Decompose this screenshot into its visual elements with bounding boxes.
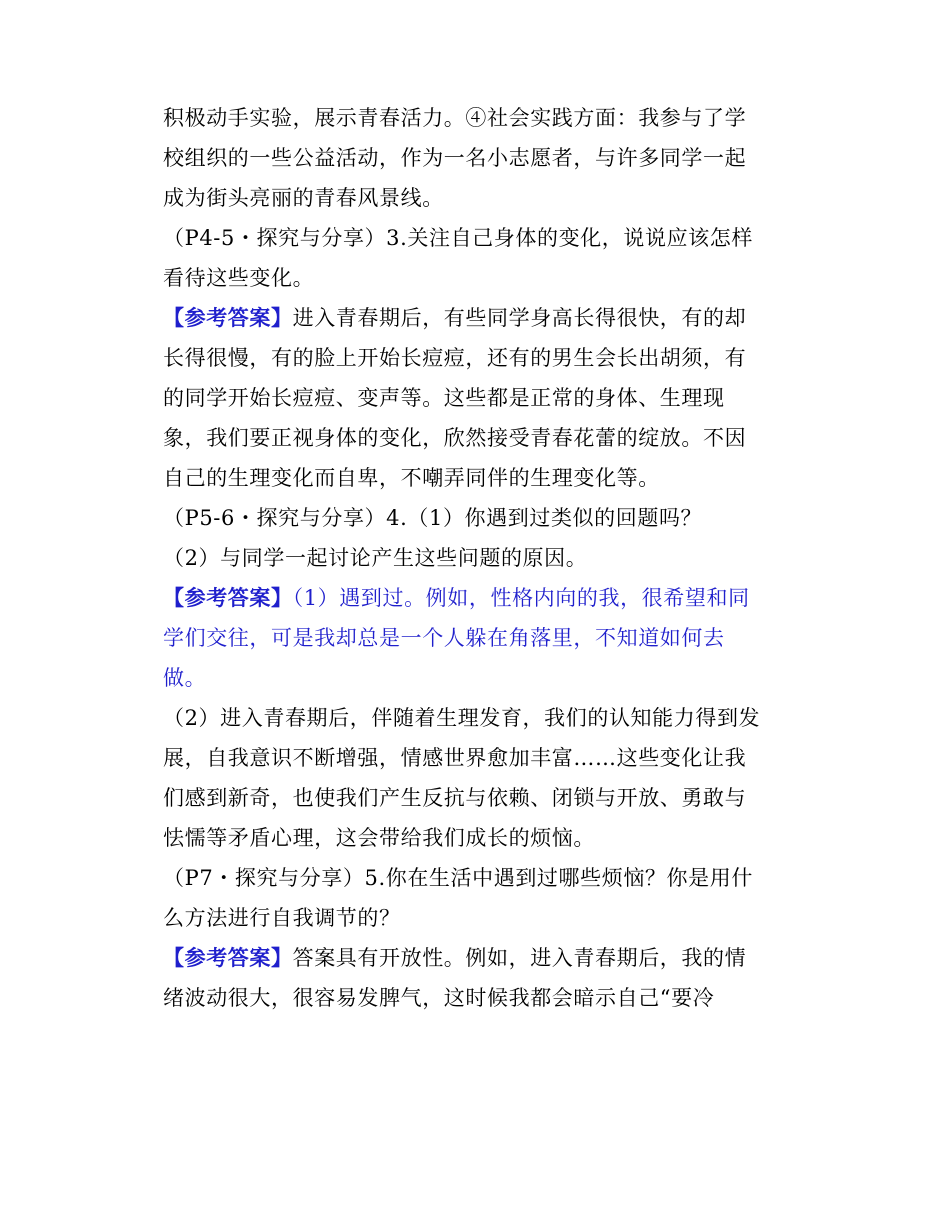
line-text: （2）进入青春期后，伴随着生理发育，我们的认知能力得到发	[163, 706, 761, 730]
text-line	[163, 218, 793, 258]
text-line	[163, 138, 793, 178]
line-text: 校组织的一些公益活动，作为一名小志愿者，与许多同学一起	[163, 146, 747, 170]
text-line	[163, 938, 793, 978]
line-text: （1）遇到过。例如，性格内向的我，很希望和同	[292, 586, 750, 610]
text-line	[163, 178, 793, 218]
text-line	[163, 818, 793, 858]
line-text: 展，自我意识不断增强，情感世界愈加丰富……这些变化让我	[163, 746, 747, 770]
text-line	[163, 858, 793, 898]
line-text: 成为街头亮丽的青春风景线。	[163, 186, 444, 210]
text-line	[163, 698, 793, 738]
line-text: （P4-5・探究与分享）3.关注自己身体的变化，说说应该怎样	[163, 226, 753, 250]
text-line	[163, 578, 793, 618]
line-text: 看待这些变化。	[163, 266, 315, 290]
text-line	[163, 738, 793, 778]
line-text: 怯懦等矛盾心理，这会带给我们成长的烦恼。	[163, 826, 595, 850]
line-text: 进入青春期后，有些同学身高长得很快，有的却	[292, 306, 747, 330]
text-line	[163, 98, 793, 138]
text-line	[163, 458, 793, 498]
line-text: （2）与同学一起讨论产生这些问题的原因。	[163, 546, 588, 570]
line-text: 绪波动很大，很容易发脾气，这时候我都会暗示自己“要冷	[163, 986, 715, 1010]
line-text: （P7・探究与分享）5.你在生活中遇到过哪些烦恼？你是用什	[163, 866, 753, 890]
text-line	[163, 538, 793, 578]
answer-label: 【参考答案】	[163, 305, 293, 330]
line-text: 象，我们要正视身体的变化，欣然接受青春花蕾的绽放。不因	[163, 426, 747, 450]
line-text: 积极动手实验，展示青春活力。④社会实践方面：我参与了学	[163, 106, 747, 130]
line-text: 长得很慢，有的脸上开始长痘痘，还有的男生会长出胡须，有	[163, 346, 747, 370]
text-line	[163, 418, 793, 458]
text-line	[163, 778, 793, 818]
text-line	[163, 378, 793, 418]
text-line	[163, 298, 793, 338]
line-text: 自己的生理变化而自卑，不嘲弄同伴的生理变化等。	[163, 466, 660, 490]
text-line	[163, 978, 793, 1018]
text-line	[163, 898, 793, 938]
answer-label: 【参考答案】	[163, 945, 293, 970]
line-text: 的同学开始长痘痘、变声等。这些都是正常的身体、生理现	[163, 386, 725, 410]
line-text: 答案具有开放性。例如，进入青春期后，我的情	[292, 946, 747, 970]
line-text: （P5-6・探究与分享）4.（1）你遇到过类似的回题吗？	[163, 506, 703, 530]
text-line	[163, 658, 793, 698]
answer-label: 【参考答案】	[163, 585, 293, 610]
line-text: 做。	[163, 666, 207, 690]
text-line	[163, 258, 793, 298]
text-line	[163, 498, 793, 538]
text-line	[163, 338, 793, 378]
text-line	[163, 618, 793, 658]
document-body	[163, 98, 793, 1018]
line-text: 学们交往，可是我却总是一个人躲在角落里，不知道如何去	[163, 626, 725, 650]
line-text: 么方法进行自我调节的？	[163, 906, 401, 930]
line-text: 们感到新奇，也使我们产生反抗与依赖、闭锁与开放、勇敢与	[163, 786, 747, 810]
